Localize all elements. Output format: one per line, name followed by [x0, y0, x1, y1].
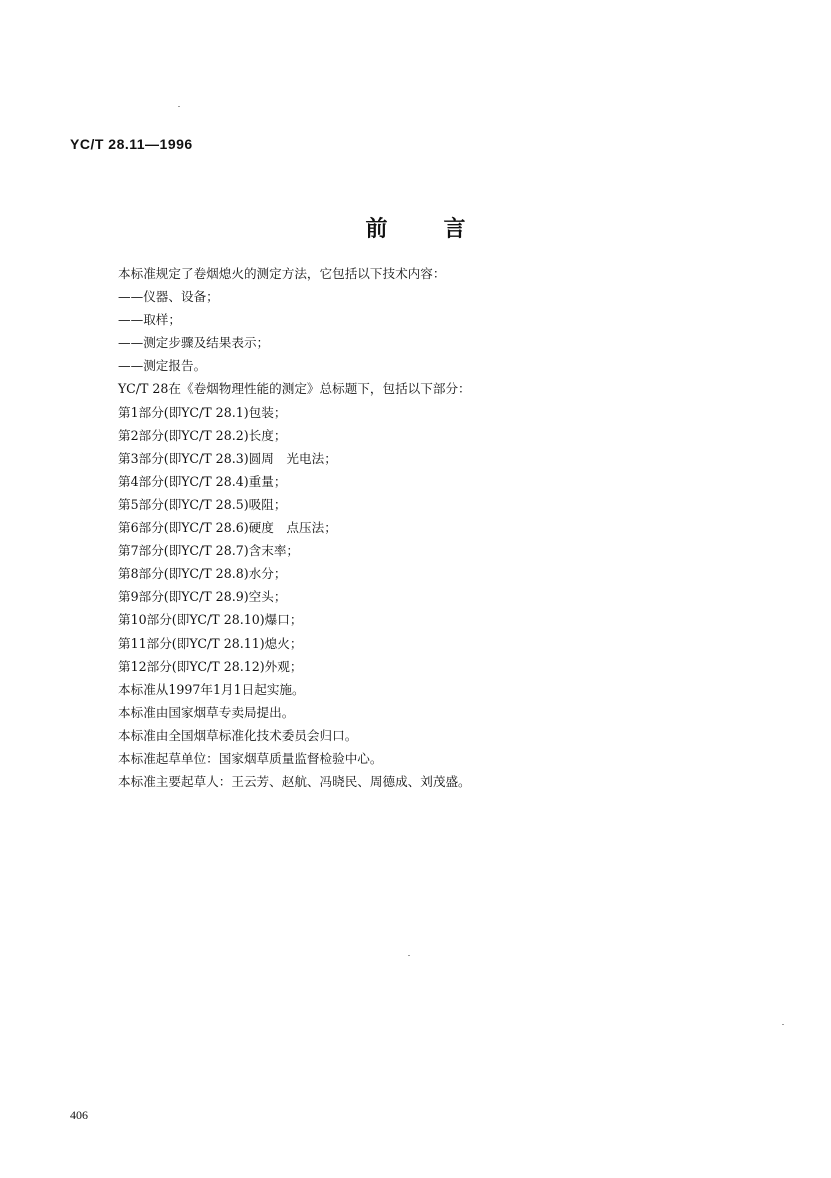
body-line-effective-date: 本标准从1997年1月1日起实施。	[118, 681, 305, 697]
body-line-item: ——仪器、设备；	[118, 289, 219, 305]
scan-speck	[782, 1024, 784, 1025]
body-line-part: 第10部分(即YC/T 28.10)爆口；	[118, 612, 303, 628]
document-body	[118, 262, 758, 793]
page-title: 前言	[365, 217, 522, 242]
body-line-part: 第2部分(即YC/T 28.2)长度；	[118, 427, 287, 443]
body-line-part: 第12部分(即YC/T 28.12)外观；	[118, 658, 303, 674]
body-line-part: 第7部分(即YC/T 28.7)含末率；	[118, 543, 300, 559]
body-line-part: 第5部分(即YC/T 28.5)吸阻；	[118, 496, 287, 512]
body-line-part: 第11部分(即YC/T 28.11)熄火；	[118, 635, 303, 651]
body-line-intro: 本标准规定了卷烟熄火的测定方法，它包括以下技术内容：	[118, 266, 446, 281]
body-line-parts-heading: YC/T 28在《卷烟物理性能的测定》总标题下，包括以下部分：	[118, 381, 471, 397]
body-line-item: ——测定步骤及结果表示；	[118, 335, 270, 351]
body-line-drafting-unit: 本标准起草单位：国家烟草质量监督检验中心。	[118, 750, 383, 766]
body-line-part: 第3部分(即YC/T 28.3)圆周 光电法；	[118, 450, 337, 466]
standard-code: YC/T 28.11—1996	[70, 136, 193, 152]
body-line-item: ——测定报告。	[118, 358, 207, 374]
body-line-responsible-committee: 本标准由全国烟草标准化技术委员会归口。	[118, 727, 358, 743]
body-line-item: ——取样；	[118, 312, 181, 328]
body-line-part: 第9部分(即YC/T 28.9)空头；	[118, 589, 287, 605]
body-line-part: 第4部分(即YC/T 28.4)重量；	[118, 473, 287, 489]
body-line-part: 第6部分(即YC/T 28.6)硬度 点压法；	[118, 520, 337, 536]
scan-speck	[408, 955, 410, 956]
body-line-drafters: 本标准主要起草人：王云芳、赵航、冯晓民、周德成、刘茂盛。	[118, 774, 471, 790]
scan-speck	[178, 106, 180, 107]
body-line-part: 第1部分(即YC/T 28.1)包装；	[118, 404, 287, 420]
body-line-proposer: 本标准由国家烟草专卖局提出。	[118, 704, 295, 720]
body-line-part: 第8部分(即YC/T 28.8)水分；	[118, 566, 287, 582]
page-number: 406	[70, 1108, 88, 1122]
